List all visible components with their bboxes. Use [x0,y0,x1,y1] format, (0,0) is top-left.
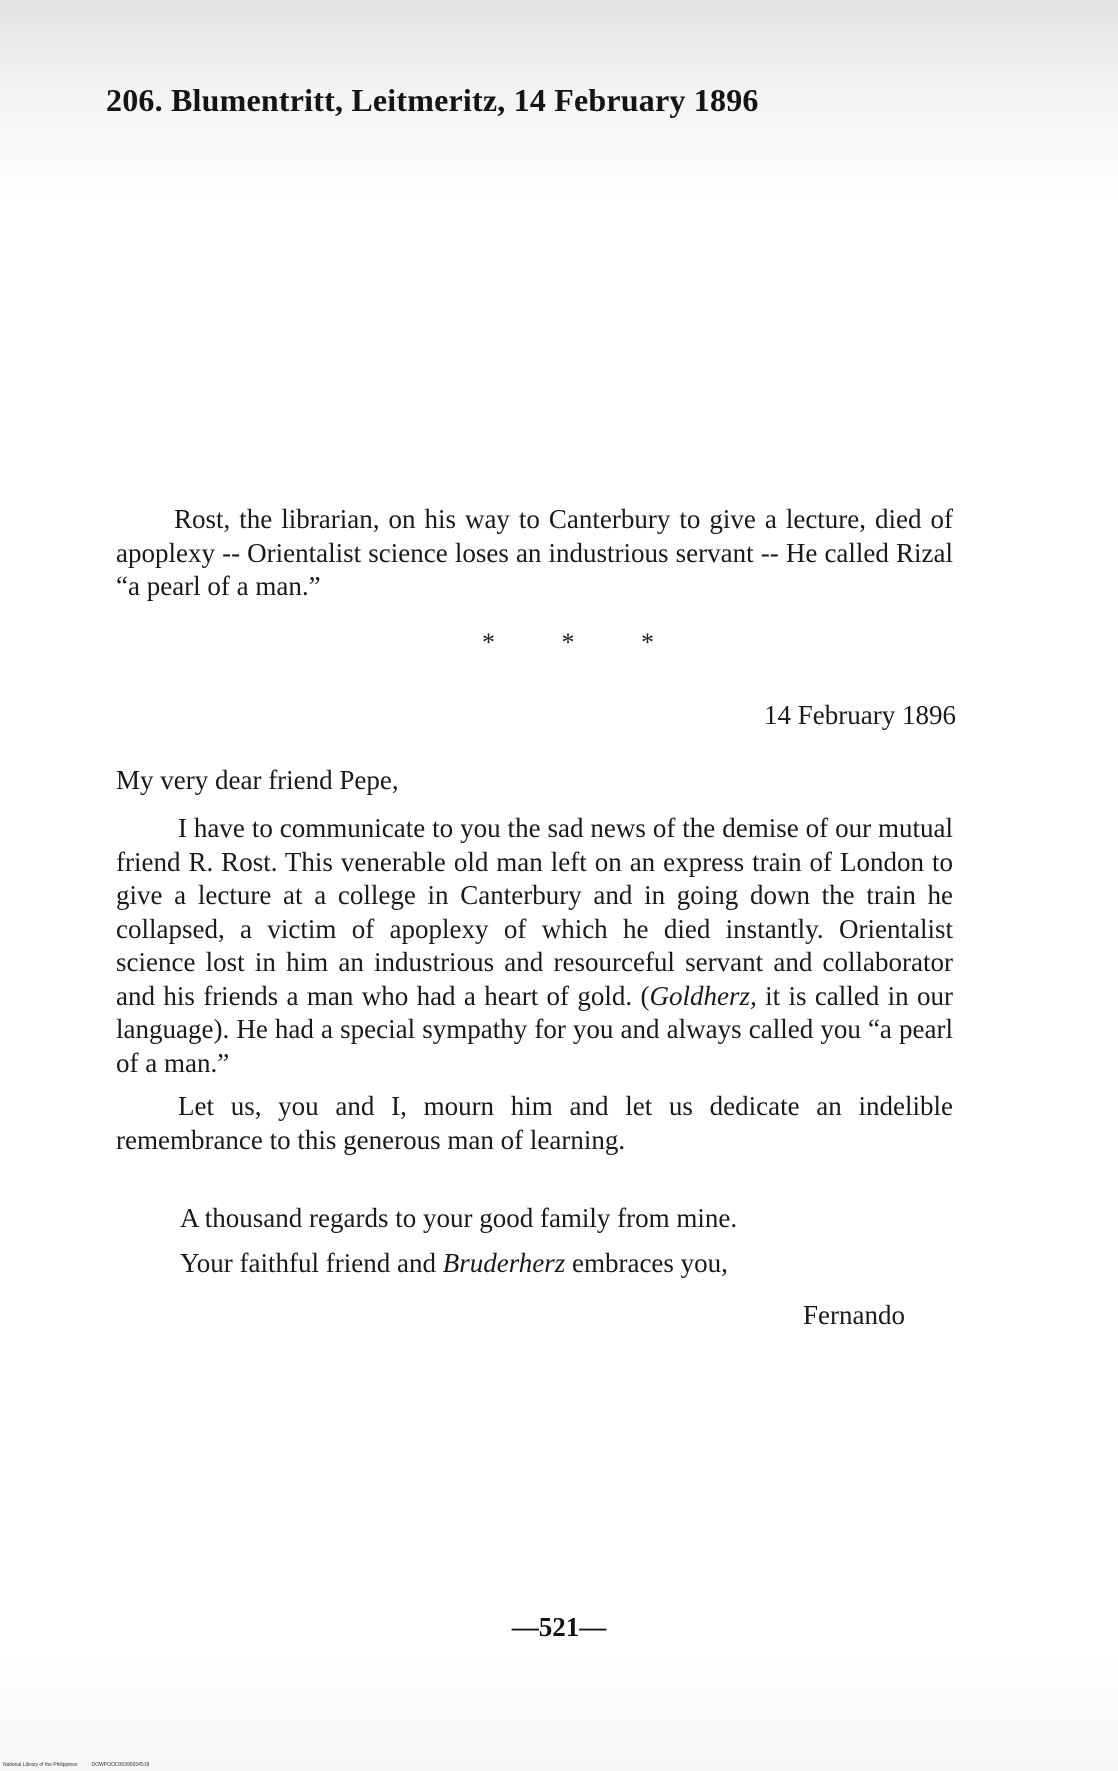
paragraph-1-italic: Goldherz, [649,980,757,1011]
footer-code: DOWPOOO30395034518 [91,1762,150,1768]
letter-summary [116,503,953,604]
letter-signature: Fernando [803,1300,905,1330]
paragraph-1-text-b: it is called in our language). He had a special sympathy for you and always called you “a pearl of a man.” [116,980,953,1078]
letter-heading: 206. Blumentritt, Leitmeritz, 14 February 1896 [106,82,759,118]
letter-paragraph-1 [116,812,953,1080]
closing-2-text-b: embraces you, [565,1248,728,1278]
letter-closing-regards: A thousand regards to your good family from mine. [180,1203,738,1233]
section-separator: * * * [482,628,684,657]
letter-salutation: My very dear friend Pepe, [116,765,399,795]
closing-2-text-a: Your faithful friend and [180,1248,443,1278]
letter-paragraph-2: Let us, you and I, mourn him and let us dedicate an indelible remembrance to this generous man of learning. [116,1091,953,1155]
letter-date: 14 February 1896 [764,700,956,730]
paragraph-1-text-a: I have to communicate to you the sad news of the demise of our mutual friend R. Rost. This venerable old man left on an express train of London to give a lecture at a college in Canterbury and in going down the train he collapsed, a victim of apoplexy of which he died instantly. Orientalist science lost in him an industrious and resourceful servant and collaborator and his friends a man who had a heart of gold. ( [116,813,953,1011]
scan-footer [3,1762,149,1768]
summary-text: Rost, the librarian, on his way to Canterbury to give a lecture, died of apoplexy -- Orientalist science loses an industrious servant -- He called Rizal “a pearl of a man.” [116,504,953,601]
page-number: —521— [511,1612,607,1642]
closing-2-italic: Bruderherz [442,1248,566,1278]
letter-body [116,812,953,1167]
footer-library: National Library of the Philippines [3,1762,78,1768]
letter-closing-embrace [180,1248,728,1279]
